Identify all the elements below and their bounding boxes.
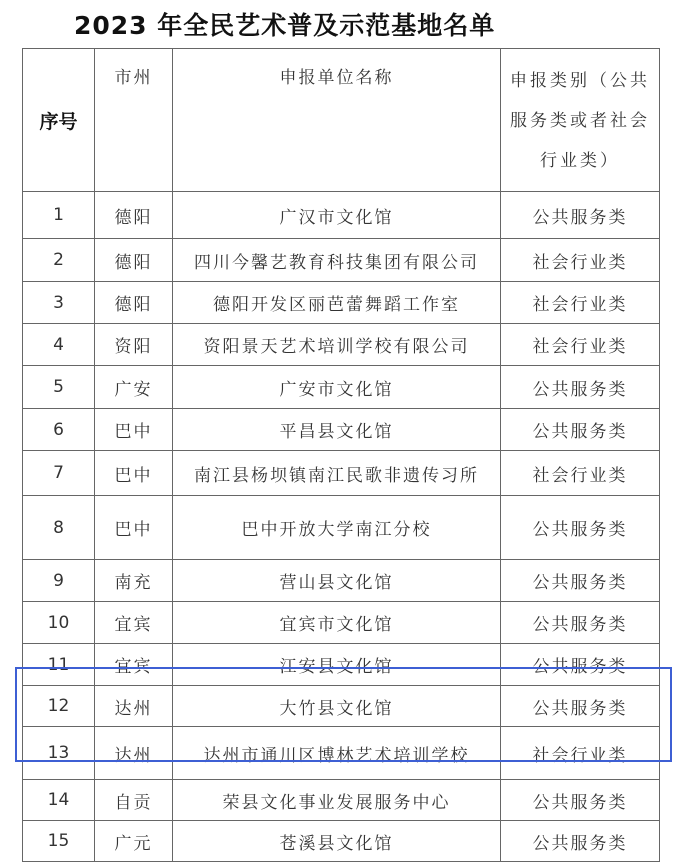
serial-number-cell: 4	[23, 324, 95, 366]
header-city: 市州	[95, 49, 173, 192]
category-cell: 公共服务类	[501, 644, 660, 686]
category-cell: 公共服务类	[501, 366, 660, 409]
serial-number-cell: 13	[23, 727, 95, 780]
table-row	[23, 644, 660, 686]
table-row	[23, 496, 660, 560]
unit-name-cell: 资阳景天艺术培训学校有限公司	[173, 324, 501, 366]
table-row	[23, 602, 660, 644]
table-header-row	[23, 49, 660, 192]
unit-name-cell: 苍溪县文化馆	[173, 821, 501, 862]
unit-name-cell: 大竹县文化馆	[173, 686, 501, 727]
serial-number-cell: 10	[23, 602, 95, 644]
unit-name-cell: 营山县文化馆	[173, 560, 501, 602]
table-row	[23, 821, 660, 862]
table-row	[23, 239, 660, 282]
category-cell: 社会行业类	[501, 451, 660, 496]
serial-number-cell: 15	[23, 821, 95, 862]
category-cell: 公共服务类	[501, 602, 660, 644]
header-category: 申报类别（公共服务类或者社会行业类）	[501, 49, 660, 192]
table-row	[23, 451, 660, 496]
unit-name-cell: 广汉市文化馆	[173, 192, 501, 239]
city-cell: 广安	[95, 366, 173, 409]
category-cell: 公共服务类	[501, 821, 660, 862]
city-cell: 达州	[95, 727, 173, 780]
category-cell: 社会行业类	[501, 239, 660, 282]
table-row	[23, 686, 660, 727]
unit-name-cell: 四川今馨艺教育科技集团有限公司	[173, 239, 501, 282]
table-row	[23, 560, 660, 602]
unit-name-cell: 德阳开发区丽芭蕾舞蹈工作室	[173, 282, 501, 324]
unit-name-cell: 广安市文化馆	[173, 366, 501, 409]
header-unit-name: 申报单位名称	[173, 49, 501, 192]
unit-name-cell: 宜宾市文化馆	[173, 602, 501, 644]
table-row	[23, 366, 660, 409]
table-row	[23, 282, 660, 324]
category-cell: 公共服务类	[501, 496, 660, 560]
unit-name-cell: 江安县文化馆	[173, 644, 501, 686]
category-cell: 公共服务类	[501, 192, 660, 239]
city-cell: 广元	[95, 821, 173, 862]
city-cell: 自贡	[95, 780, 173, 821]
city-cell: 德阳	[95, 282, 173, 324]
category-cell: 社会行业类	[501, 727, 660, 780]
unit-name-cell: 平昌县文化馆	[173, 409, 501, 451]
city-cell: 宜宾	[95, 644, 173, 686]
city-cell: 德阳	[95, 239, 173, 282]
category-cell: 社会行业类	[501, 282, 660, 324]
serial-number-cell: 11	[23, 644, 95, 686]
serial-number-cell: 2	[23, 239, 95, 282]
serial-number-cell: 12	[23, 686, 95, 727]
city-cell: 巴中	[95, 451, 173, 496]
category-cell: 公共服务类	[501, 409, 660, 451]
category-cell: 公共服务类	[501, 560, 660, 602]
page-title: 2023 年全民艺术普及示范基地名单	[74, 11, 496, 40]
serial-number-cell: 8	[23, 496, 95, 560]
city-cell: 资阳	[95, 324, 173, 366]
unit-name-cell: 南江县杨坝镇南江民歌非遗传习所	[173, 451, 501, 496]
serial-number-cell: 1	[23, 192, 95, 239]
city-cell: 巴中	[95, 409, 173, 451]
city-cell: 德阳	[95, 192, 173, 239]
serial-number-cell: 6	[23, 409, 95, 451]
serial-number-cell: 14	[23, 780, 95, 821]
serial-number-cell: 7	[23, 451, 95, 496]
table-body	[23, 192, 660, 862]
table-row	[23, 780, 660, 821]
serial-number-cell: 3	[23, 282, 95, 324]
city-cell: 达州	[95, 686, 173, 727]
city-cell: 南充	[95, 560, 173, 602]
table-row	[23, 409, 660, 451]
city-cell: 巴中	[95, 496, 173, 560]
unit-name-cell: 荣县文化事业发展服务中心	[173, 780, 501, 821]
serial-number-cell: 5	[23, 366, 95, 409]
table-row	[23, 727, 660, 780]
category-cell: 公共服务类	[501, 780, 660, 821]
header-serial-number: 序号	[23, 49, 95, 192]
category-cell: 社会行业类	[501, 324, 660, 366]
serial-number-cell: 9	[23, 560, 95, 602]
table-row	[23, 192, 660, 239]
city-cell: 宜宾	[95, 602, 173, 644]
unit-name-cell: 达州市通川区博林艺术培训学校	[173, 727, 501, 780]
category-cell: 公共服务类	[501, 686, 660, 727]
unit-name-cell: 巴中开放大学南江分校	[173, 496, 501, 560]
table-row	[23, 324, 660, 366]
demonstration-base-table	[22, 48, 660, 862]
